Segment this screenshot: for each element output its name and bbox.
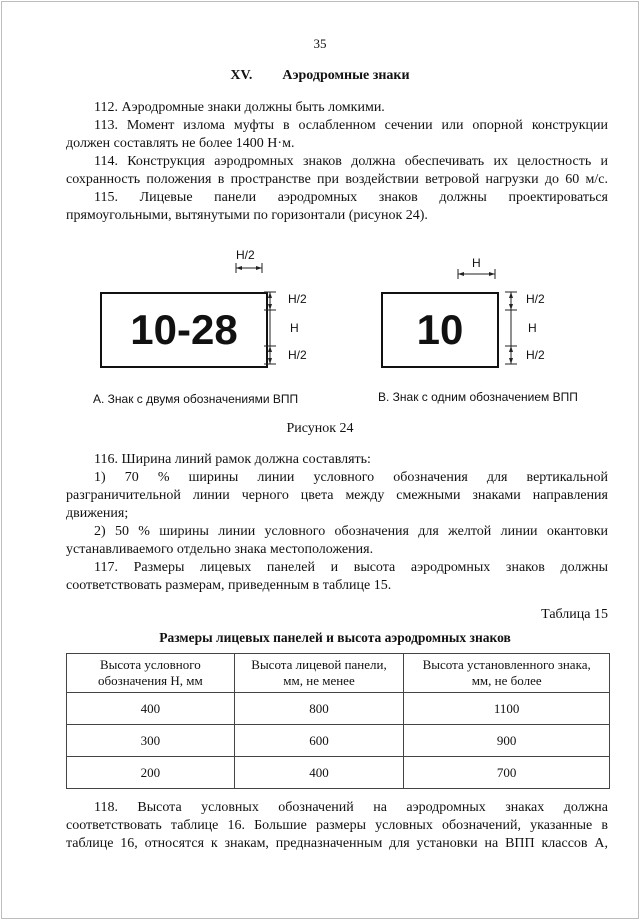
sign-a-code: 10-28 [130,306,238,353]
dim-b-upper: H/2 [526,292,545,306]
dim-a-mid: H [290,321,299,335]
text-line: 112. Аэродромные знаки должны быть ломкими. [94,100,385,115]
dim-a-lower: H/2 [288,348,307,362]
text-line: 2) 50 % ширины линии условного обозначения для желтой линии окантовки [94,524,608,539]
paragraph-118 [66,799,608,853]
table-cell: 600 [234,725,404,757]
dim-a-top: H/2 [236,248,255,262]
header-cell: Высота лицевой панели, мм, не менее [234,654,404,693]
table-row [67,757,610,789]
text-line: 118. Высота условных обозначений на аэродромных знаках должна [94,800,608,815]
table-cell: 200 [67,757,235,789]
table-cell: 1100 [404,693,610,725]
dim-b-top: H [472,256,481,270]
dim-a-upper: H/2 [288,292,307,306]
text-line: разграничительной линии черного цвета между смежными знаками направления [66,488,608,503]
caption-sign-a: А. Знак с двумя обозначениями ВПП [93,392,299,406]
section-number: XV. [230,68,253,83]
paragraph-117 [66,559,608,595]
table-cell: 700 [404,757,610,789]
header-cell: Высота установленного знака, мм, не более [404,654,610,693]
dim-b-lower: H/2 [526,348,545,362]
figure-caption: Рисунок 24 [286,421,354,436]
text-line: сохранность положения в пространстве при воздействии ветровой нагрузки до 60 м/с. [66,172,608,187]
paragraph-116 [66,451,608,559]
text-line: 113. Момент излома муфты в ослабленном сечении или опорной конструкции [94,118,608,133]
caption-sign-b: В. Знак с одним обозначением ВПП [378,390,578,404]
sign-b-code: 10 [416,306,464,353]
table-label: Таблица 15 [541,607,608,622]
table-header-row [67,654,610,693]
table-cell: 800 [234,693,404,725]
text-line: должен составлять не более 1400 Н·м. [66,136,295,151]
table-cell: 400 [234,757,404,789]
dim-b-mid: H [528,321,537,335]
text-line: 114. Конструкция аэродромных знаков должна обеспечивать их целостность и [94,154,608,169]
section-title: Аэродромные знаки [282,68,410,83]
page-number: 35 [313,36,327,51]
text-line: прямоугольными, вытянутыми по горизонтали (рисунок 24). [66,208,428,223]
table-cell: 300 [67,725,235,757]
text-line: таблице 16, относятся к знакам, предназначенным для установки на ВПП классов А, [66,836,608,851]
table-title: Размеры лицевых панелей и высота аэродромных знаков [159,630,511,645]
text-line: 1) 70 % ширины линии условного обозначения для вертикальной [94,470,608,485]
table-row [67,693,610,725]
text-line: 115. Лицевые панели аэродромных знаков должны проектироваться [94,190,608,205]
table-row [67,725,610,757]
table-cell: 900 [404,725,610,757]
text-line: 117. Размеры лицевых панелей и высота аэродромных знаков должны [94,560,608,575]
text-line: устанавливаемого отдельно знака местоположения. [66,542,374,557]
table-15 [66,653,610,789]
text-line: соответствовать размерам, приведенным в таблице 15. [66,578,392,593]
text-line: 116. Ширина линий рамок должна составлять: [94,452,371,467]
text-line: соответствовать таблице 16. Большие размеры условных обозначений, указанные в [66,818,608,833]
table-cell: 400 [67,693,235,725]
header-cell: Высота условного обозначения Н, мм [67,654,235,693]
text-line: движения; [66,506,129,521]
